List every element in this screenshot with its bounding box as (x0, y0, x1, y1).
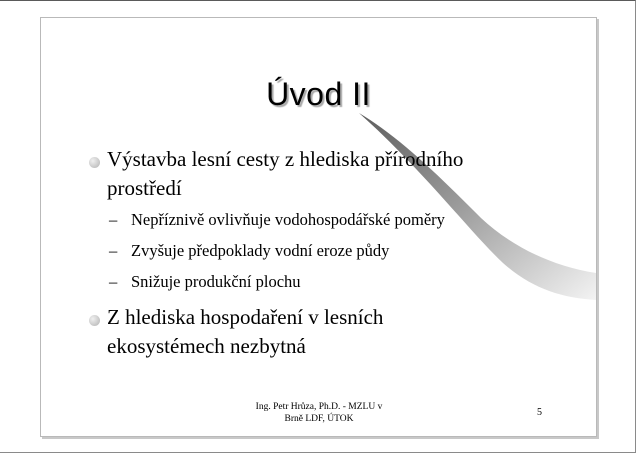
sub-bullet-dash: – (109, 241, 118, 260)
bullet-dot-1 (89, 157, 100, 168)
sub-bullet-text: Snižuje produkční plochu (131, 272, 301, 291)
bullet-2-line-2: ekosystémech nezbytná (107, 334, 306, 358)
slide (40, 17, 597, 437)
sub-bullet-1 (109, 210, 445, 230)
page-number: 5 (537, 407, 542, 418)
bullet-1-line-2: prostředí (107, 176, 182, 200)
footer-line-2: Brně LDF, ÚTOK (284, 414, 354, 424)
bullet-2-line-1: Z hlediska hospodaření v lesních (107, 305, 384, 329)
sub-bullet-dash: – (109, 272, 118, 291)
bullet-1-line-1: Výstavba lesní cesty z hlediska přírodního (107, 147, 464, 171)
slide-title: Úvod II (266, 76, 371, 112)
sub-bullet-2 (109, 241, 389, 261)
sub-bullet-text: Nepříznivě ovlivňuje vodohospodářské poměry (131, 210, 445, 229)
bullet-dot-2 (89, 315, 100, 326)
sub-bullet-dash: – (109, 210, 118, 229)
slide-footer (229, 401, 409, 425)
sub-bullet-text: Zvyšuje předpoklady vodní eroze půdy (131, 241, 390, 260)
footer-line-1: Ing. Petr Hrůza, Ph.D. - MZLU v (255, 402, 383, 412)
sub-bullet-3 (109, 272, 301, 292)
